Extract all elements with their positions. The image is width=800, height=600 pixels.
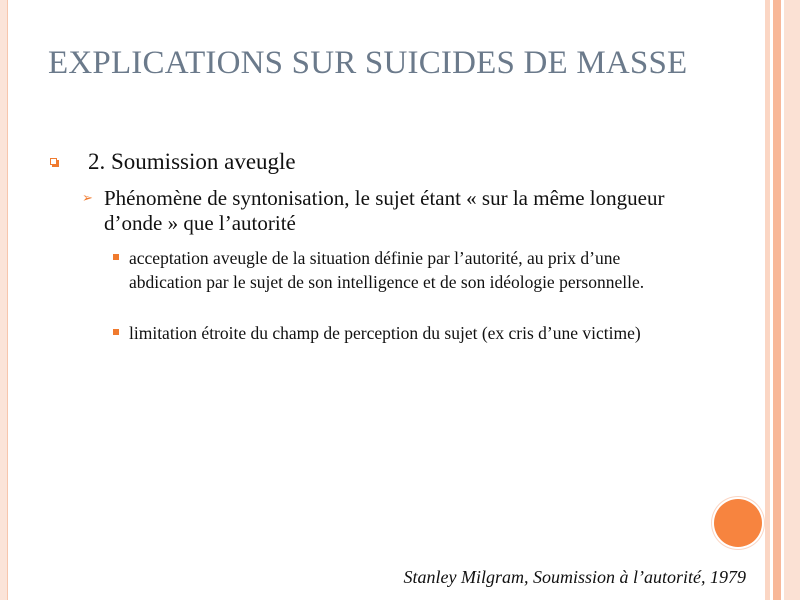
citation: Stanley Milgram, Soumission à l’autorité, 1979 bbox=[403, 567, 746, 587]
decorative-circle bbox=[714, 499, 762, 547]
right-stripe-decoration bbox=[773, 0, 781, 600]
right-stripe-decoration bbox=[784, 0, 800, 600]
small-square-bullet-icon bbox=[113, 329, 119, 335]
bullet-level-3 bbox=[113, 321, 693, 345]
arrow-bullet-icon: ➢ bbox=[82, 191, 93, 206]
small-square-bullet-icon bbox=[113, 254, 119, 260]
bullet-level-3-text: limitation étroite du champ de perception du sujet (ex cris d’une victime) bbox=[129, 323, 641, 343]
bullet-level-2-text: Phénomène de syntonisation, le sujet étant « sur la même longueur d’onde » que l’autorité bbox=[104, 186, 665, 235]
bullet-level-1 bbox=[50, 148, 750, 176]
bullet-level-2 bbox=[82, 186, 682, 236]
square-bullet-icon bbox=[50, 158, 60, 168]
slide-title: EXPLICATIONS SUR SUICIDES DE MASSE bbox=[48, 45, 688, 81]
bullet-level-3-text: acceptation aveugle de la situation définie par l’autorité, au prix d’une abdication par le sujet de son intelligence et de son idéologie personnelle. bbox=[129, 248, 645, 292]
bullet-level-3 bbox=[113, 246, 693, 294]
bullet-level-1-text: 2. Soumission aveugle bbox=[88, 149, 296, 174]
left-border-decoration bbox=[0, 0, 8, 600]
